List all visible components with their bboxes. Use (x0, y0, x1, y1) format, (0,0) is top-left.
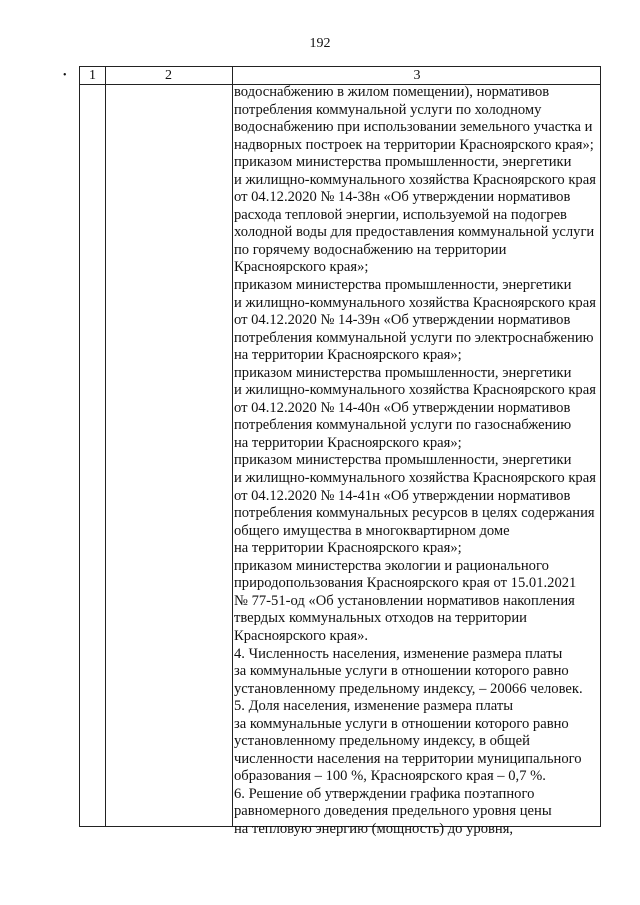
text-line: 6. Решение об утверждении графика поэтапного (234, 785, 535, 802)
column-header-2: 2 (165, 68, 172, 83)
text-line: приказом министерства промышленности, энергетики (234, 452, 572, 469)
text-line: на территории Красноярского края»; (234, 434, 462, 451)
text-line: по горячему водоснабжению на территории (234, 241, 507, 258)
column-header-1: 1 (89, 68, 96, 83)
text-line: потребления коммунальной услуги по электроснабжению (234, 329, 594, 346)
page-number: 192 (309, 36, 331, 51)
column-3-text (232, 84, 604, 839)
text-line: на территории Красноярского края»; (234, 347, 462, 364)
margin-mark: • (63, 70, 67, 81)
text-line: и жилищно-коммунального хозяйства Красноярского края (234, 171, 596, 188)
text-line: и жилищно-коммунального хозяйства Красноярского края (234, 294, 596, 311)
text-line: на территории Красноярского края»; (234, 540, 462, 557)
text-line: 4. Численность населения, изменение размера платы (234, 645, 563, 662)
text-line: и жилищно-коммунального хозяйства Красноярского края (234, 382, 596, 399)
text-line: водоснабжению при использовании земельного участка и (234, 119, 593, 136)
text-line: природопользования Красноярского края от 15.01.2021 (234, 575, 577, 592)
text-line: твердых коммунальных отходов на территории (234, 610, 527, 627)
text-line: потребления коммунальной услуги по холодному (234, 101, 542, 118)
text-line: на тепловую энергию (мощность) до уровня, (234, 820, 514, 837)
text-line: и жилищно-коммунального хозяйства Красноярского края (234, 470, 596, 487)
text-line: общего имущества в многоквартирном доме (234, 522, 510, 539)
text-line: за коммунальные услуги в отношении которого равно (234, 663, 569, 680)
text-line: потребления коммунальной услуги по газоснабжению (234, 417, 572, 434)
text-line: Красноярского края». (234, 627, 369, 644)
text-line: установленному предельному индексу, в общей (234, 733, 530, 750)
text-line: расхода тепловой энергии, используемой на подогрев (234, 206, 567, 223)
text-line: надворных построек на территории Красноярского края»; (234, 136, 594, 153)
text-line: установленному предельному индексу, – 20066 человек. (234, 680, 583, 697)
text-line: 5. Доля населения, изменение размера платы (234, 698, 514, 715)
text-line: приказом министерства экологии и рационального (234, 557, 549, 574)
text-line: № 77-51-од «Об установлении нормативов накопления (234, 592, 575, 609)
text-line: численности населения на территории муниципального (234, 750, 582, 767)
text-line: от 04.12.2020 № 14-40н «Об утверждении нормативов (234, 399, 571, 416)
column-divider (105, 67, 106, 827)
text-line: Красноярского края»; (234, 259, 369, 276)
text-line: приказом министерства промышленности, энергетики (234, 364, 572, 381)
text-line: потребления коммунальных ресурсов в целях содержания (234, 505, 595, 522)
text-line: водоснабжению в жилом помещении), нормативов (234, 84, 550, 100)
text-line: от 04.12.2020 № 14-41н «Об утверждении нормативов (234, 487, 571, 504)
text-line: за коммунальные услуги в отношении которого равно (234, 715, 569, 732)
text-line: холодной воды для предоставления коммунальной услуги (234, 224, 595, 241)
column-header-3: 3 (413, 68, 421, 83)
text-line: образования – 100 %, Красноярского края – 0,7 %. (234, 768, 546, 785)
text-line: приказом министерства промышленности, энергетики (234, 154, 572, 171)
text-line: приказом министерства промышленности, энергетики (234, 277, 572, 294)
text-line: от 04.12.2020 № 14-38н «Об утверждении нормативов (234, 189, 571, 206)
text-line: равномерного доведения предельного уровня цены (234, 803, 552, 820)
document-table (79, 66, 601, 837)
text-line: от 04.12.2020 № 14-39н «Об утверждении нормативов (234, 312, 571, 329)
